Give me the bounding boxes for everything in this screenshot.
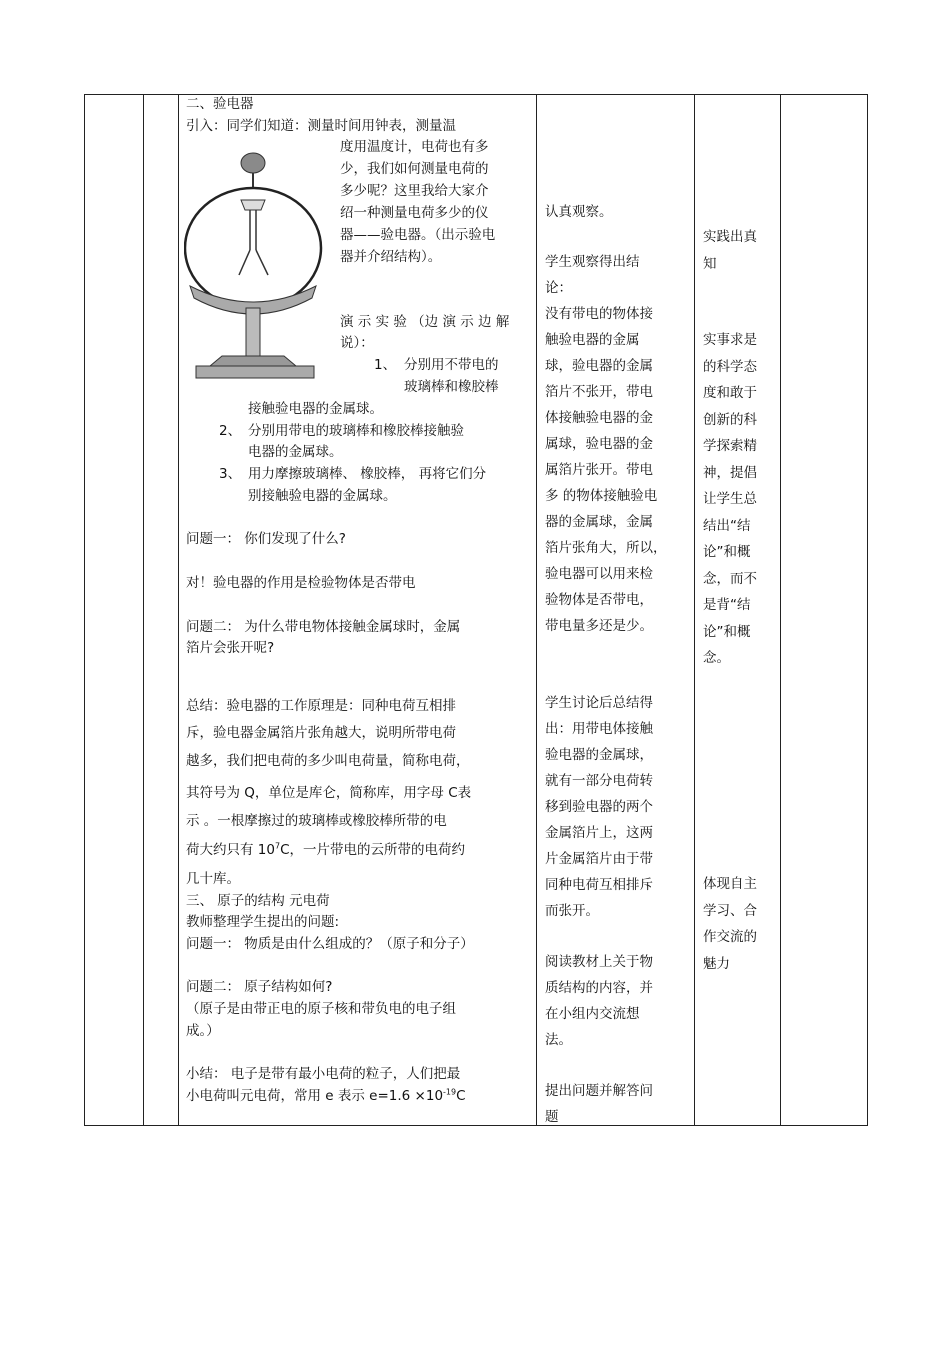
intent-line: 实践出真 [703, 229, 757, 245]
student-line: 没有带电的物体接 [545, 306, 653, 322]
student-observe: 认真观察。 [545, 204, 613, 220]
intent-line: 学探索精 [703, 438, 757, 454]
summary-text: C，一片带电的云所带的电荷约 [280, 842, 466, 858]
student-line: 触验电器的金属 [545, 332, 640, 348]
summary-line [186, 841, 465, 859]
intent-line: 结出“结 [703, 517, 751, 534]
section-title-atom: 三、 原子的结构 元电荷 [186, 893, 330, 909]
intent-line: 实事求是 [703, 332, 757, 348]
summary-line: 总结：验电器的工作原理是：同种电荷互相排 [186, 698, 456, 714]
summary-line: 斥，验电器金属箔片张角越大，说明所带电荷 [186, 725, 456, 741]
question-text: 问题二： 原子结构如何? [186, 979, 333, 995]
student-line: 金属箔片上，这两 [545, 825, 653, 841]
intent-line: 度和敢于 [703, 385, 757, 401]
electroscope-illustration [184, 148, 330, 382]
intro-line: 度用温度计，电荷也有多 [340, 139, 489, 155]
step-text: 电器的金属球。 [248, 444, 343, 460]
intro-line: 少，我们如何测量电荷的 [340, 161, 489, 177]
student-line: 验电器可以用来检 [545, 566, 653, 582]
exponent: 7 [274, 841, 281, 851]
intent-line: 念，而不 [703, 570, 757, 587]
intent-line: 体现自主 [703, 876, 757, 892]
summary-text: 荷大约只有 10 [186, 842, 275, 858]
student-line: 学生讨论后总结得 [545, 695, 653, 711]
student-line: 验电器的金属球， [545, 747, 653, 763]
intent-line: 论”和概 [703, 623, 751, 640]
question-text: 问题一： 你们发现了什么? [186, 531, 346, 547]
step-number: 2、 [219, 423, 242, 439]
step-number: 1、 [374, 357, 397, 373]
summary-text: 小电荷叫元电荷，常用 e 表示 e=1.6 ×10 [186, 1088, 444, 1104]
question-text: 箔片会张开呢? [186, 640, 275, 656]
summary-line: 越多，我们把电荷的多少叫电荷量，简称电荷， [186, 753, 470, 769]
intent-block [703, 224, 773, 277]
column-divider-2 [178, 95, 179, 1125]
demo-line: 说）： [340, 335, 374, 351]
student-line: 多 的物体接触验电 [545, 488, 658, 504]
summary-line: 几十库。 [186, 871, 240, 887]
student-line: 带电量多还是少。 [545, 618, 653, 634]
student-discussion [545, 690, 685, 924]
intent-line: 创新的科 [703, 411, 757, 428]
column-divider-5 [780, 95, 781, 1125]
answer-text: 对！验电器的作用是检验物体是否带电 [186, 575, 416, 591]
student-line: 体接触验电器的金 [545, 410, 653, 426]
column-divider-1 [143, 95, 144, 1125]
intent-line: 魅力 [703, 955, 730, 972]
intro-line: 绍一种测量电荷多少的仪 [340, 205, 489, 221]
student-reading [545, 949, 685, 1053]
intent-line: 是背“结 [703, 597, 751, 613]
step-text: 分别用带电的玻璃棒和橡胶棒接触验 [248, 423, 464, 439]
student-line: 法。 [545, 1032, 572, 1048]
intent-line: 的科学态 [703, 358, 757, 375]
column-divider-4 [694, 95, 695, 1125]
student-line: 球，验电器的金属 [545, 358, 653, 374]
student-line: 属球，验电器的金 [545, 436, 653, 452]
intent-line: 念。 [703, 650, 730, 666]
intent-line: 学习、合 [703, 902, 757, 919]
answer-text: （原子是由带正电的原子核和带负电的电子组 [186, 1001, 456, 1017]
student-line: 移到验电器的两个 [545, 799, 653, 815]
intro-line: 多少呢？这里我给大家介 [340, 183, 489, 199]
student-line: 同种电荷互相排斥 [545, 877, 653, 893]
student-line: 提出问题并解答问 [545, 1083, 653, 1099]
student-line: 在小组内交流想 [545, 1006, 640, 1022]
intent-line: 知 [703, 255, 717, 272]
intent-line: 作交流的 [703, 929, 757, 945]
step-text: 玻璃棒和橡胶棒 [404, 379, 499, 395]
intro-line: 引入：同学们知道：测量时间用钟表，测量温 [186, 118, 456, 134]
student-line: 验物体是否带电， [545, 592, 653, 608]
summary-line: 其符号为 Q，单位是库仑，简称库，用字母 C表 [186, 785, 472, 801]
student-line: 论： [545, 280, 572, 296]
summary-line: 示 。一根摩擦过的玻璃棒或橡胶棒所带的电 [186, 813, 447, 829]
step-text: 分别用不带电的 [404, 357, 499, 373]
intent-line: 论”和概 [703, 544, 751, 560]
summary-text: C [456, 1088, 466, 1104]
exponent: -19 [443, 1087, 457, 1097]
step-text: 用力摩擦玻璃棒、 橡胶棒， 再将它们分 [248, 466, 487, 482]
demo-line: 演 示 实 验 （边 演 示 边 解 [340, 314, 510, 330]
intro-line: 器——验电器。（出示验电 [340, 227, 496, 243]
student-line: 箔片张角大，所以， [545, 540, 667, 556]
student-line: 而张开。 [545, 903, 599, 919]
summary-line [186, 1087, 466, 1105]
student-line: 片金属箔片由于带 [545, 851, 653, 867]
intent-block [703, 327, 773, 672]
question-text: 问题一： 物质是由什么组成的？（原子和分子） [186, 936, 474, 952]
question-text: 问题二： 为什么带电物体接触金属球时，金属 [186, 619, 461, 635]
student-line: 题 [545, 1109, 559, 1125]
intent-line: 神，提倡 [703, 464, 757, 481]
summary-line: 小结： 电子是带有最小电荷的粒子，人们把最 [186, 1066, 461, 1082]
section-line: 教师整理学生提出的问题: [186, 914, 340, 930]
student-line: 质结构的内容，并 [545, 980, 653, 996]
column-divider-3 [536, 95, 537, 1125]
intro-line: 器并介绍结构）。 [340, 249, 442, 265]
student-line: 阅读教材上关于物 [545, 954, 653, 970]
student-line: 箔片不张开，带电 [545, 384, 653, 400]
student-line: 属箔片张开。带电 [545, 462, 653, 478]
student-conclusion [545, 249, 685, 639]
intent-block [703, 871, 773, 977]
student-line: 就有一部分电荷转 [545, 773, 653, 789]
section-title-electroscope: 二、验电器 [186, 96, 254, 112]
student-line: 器的金属球，金属 [545, 514, 653, 530]
step-text: 别接触验电器的金属球。 [248, 488, 397, 504]
student-line: 出：用带电体接触 [545, 721, 653, 737]
student-line: 学生观察得出结 [545, 254, 640, 270]
step-text: 接触验电器的金属球。 [248, 401, 383, 417]
intent-line: 让学生总 [703, 491, 757, 507]
answer-text: 成。） [186, 1023, 220, 1039]
student-questions [545, 1078, 685, 1130]
step-number: 3、 [219, 466, 242, 482]
